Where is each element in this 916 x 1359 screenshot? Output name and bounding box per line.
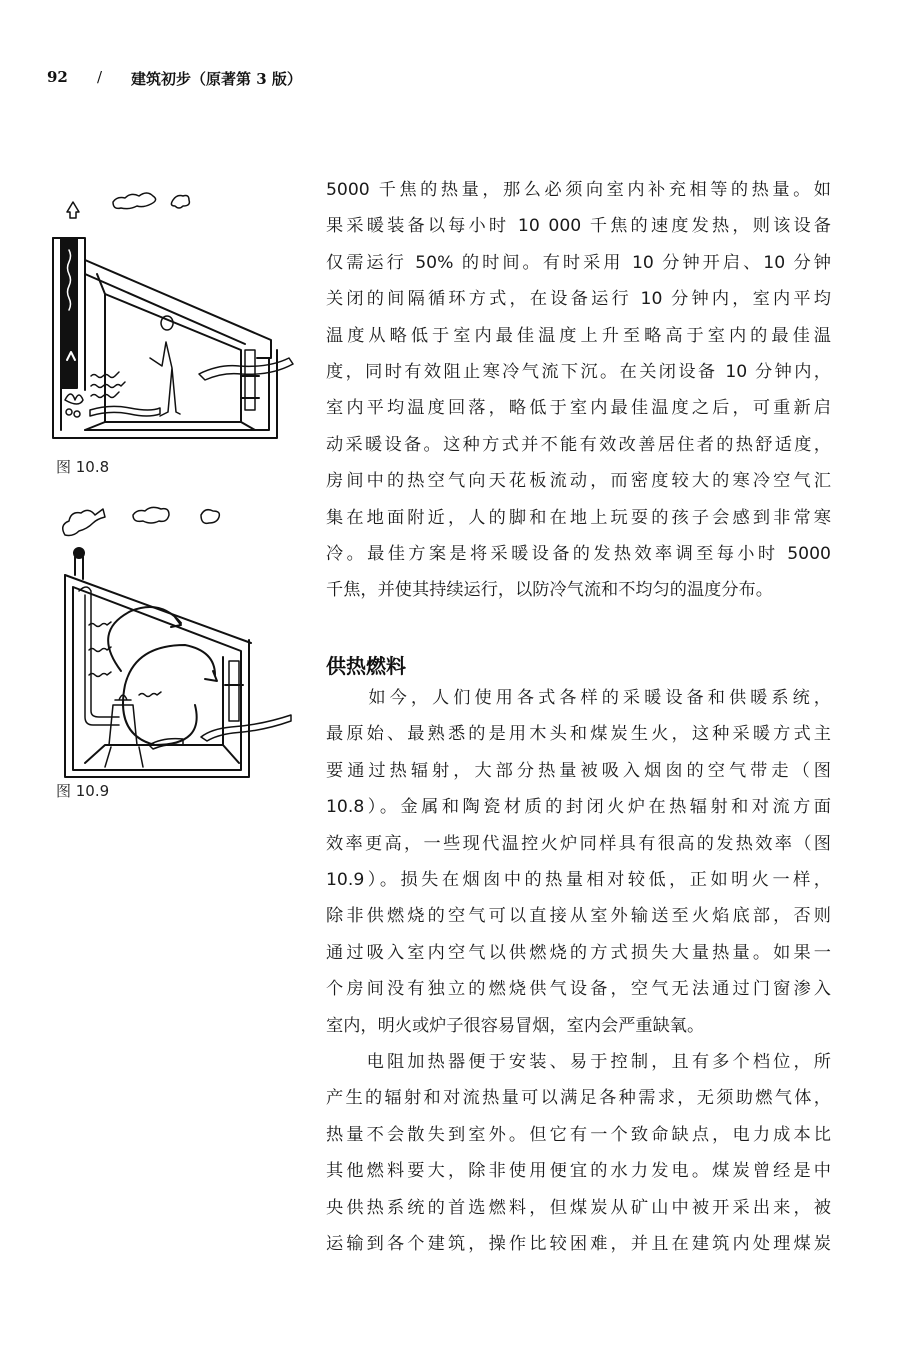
text-line: 房间中的热空气向天花板流动，而密度较大的寒冷空气汇 [326,471,831,492]
text-line: 电阻加热器便于安装、易于控制，且有多个档位，所 [326,1052,831,1072]
page-number: 92 [47,68,68,86]
text-line: 室内平均温度回落，略低于室内最佳温度之后，可重新启 [326,398,831,419]
text-line: 关闭的间隔循环方式，在设备运行 10 分钟内，室内平均 [326,289,831,310]
fireplace-sketch-illustration [45,190,305,450]
text-line: 10.9）。损失在烟囱中的热量相对较低，正如明火一样， [326,869,831,890]
figure-10-8 [45,190,305,450]
text-line: 集在地面附近，人的脚和在地上玩耍的孩子会感到非常寒 [326,507,831,528]
text-line: 产生的辐射和对流热量可以满足各种需求，无须助燃气体， [326,1088,831,1109]
text-line: 如今，人们使用各式各样的采暖设备和供暖系统， [326,688,831,708]
text-line: 最原始、最熟悉的是用木头和煤炭生火，这种采暖方式主 [326,724,831,745]
figure-caption: 图 10.9 [56,782,110,800]
text-line: 室内，明火或炉子很容易冒烟，室内会严重缺氧。 [326,1015,705,1036]
paragraph-electric-heaters [326,1044,831,1262]
text-line: 温度从略低于室内最佳温度上升至略高于室内的最佳温 [326,325,831,346]
text-line: 效率更高，一些现代温控火炉同样具有很高的发热效率（图 [326,833,831,854]
section-heading: 供热燃料 [326,654,406,678]
text-line: 其他燃料要大，除非使用便宜的水力发电。煤炭曾经是中 [326,1161,831,1182]
text-line: 要通过热辐射，大部分热量被吸入烟囱的空气带走（图 [326,760,831,781]
text-line: 5000 千焦的热量，那么必须向室内补充相等的热量。如 [326,180,831,200]
paragraph-heating-fuels [326,680,831,1044]
running-header [47,68,302,140]
text-line: 果采暖装备以每小时 10 000 千焦的速度发热，则该设备 [326,216,831,237]
stove-sketch-illustration [45,495,305,780]
figure-10-9 [45,495,305,780]
text-line: 冷。最佳方案是将采暖设备的发热效率调至每小时 5000 [326,543,831,564]
text-line: 度，同时有效阻止寒冷气流下沉。在关闭设备 10 分钟内， [326,361,831,382]
text-line: 运输到各个建筑，操作比较困难，并且在建筑内处理煤炭 [326,1233,831,1254]
text-line: 个房间没有独立的燃烧供气设备，空气无法通过门窗渗入 [326,979,831,1000]
paragraph-continued [326,172,831,609]
header-separator: / [97,68,103,86]
figure-caption: 图 10.8 [56,458,110,476]
text-line: 千焦，并使其持续运行，以防冷气流和不均匀的温度分布。 [326,580,773,601]
text-line: 通过吸入室内空气以供燃烧的方式损失大量热量。如果一 [326,942,831,963]
text-line: 仅需运行 50% 的时间。有时采用 10 分钟开启、10 分钟 [326,252,831,273]
text-line: 热量不会散失到室外。但它有一个致命缺点，电力成本比 [326,1124,831,1145]
text-line: 央供热系统的首选燃料，但煤炭从矿山中被开采出来，被 [326,1197,831,1218]
text-line: 10.8）。金属和陶瓷材质的封闭火炉在热辐射和对流方面 [326,797,831,818]
text-line: 除非供燃烧的空气可以直接从室外输送至火焰底部，否则 [326,906,831,927]
book-title: 建筑初步（原著第 3 版） [131,70,302,88]
text-line: 动采暖设备。这种方式并不能有效改善居住者的热舒适度， [326,434,831,455]
